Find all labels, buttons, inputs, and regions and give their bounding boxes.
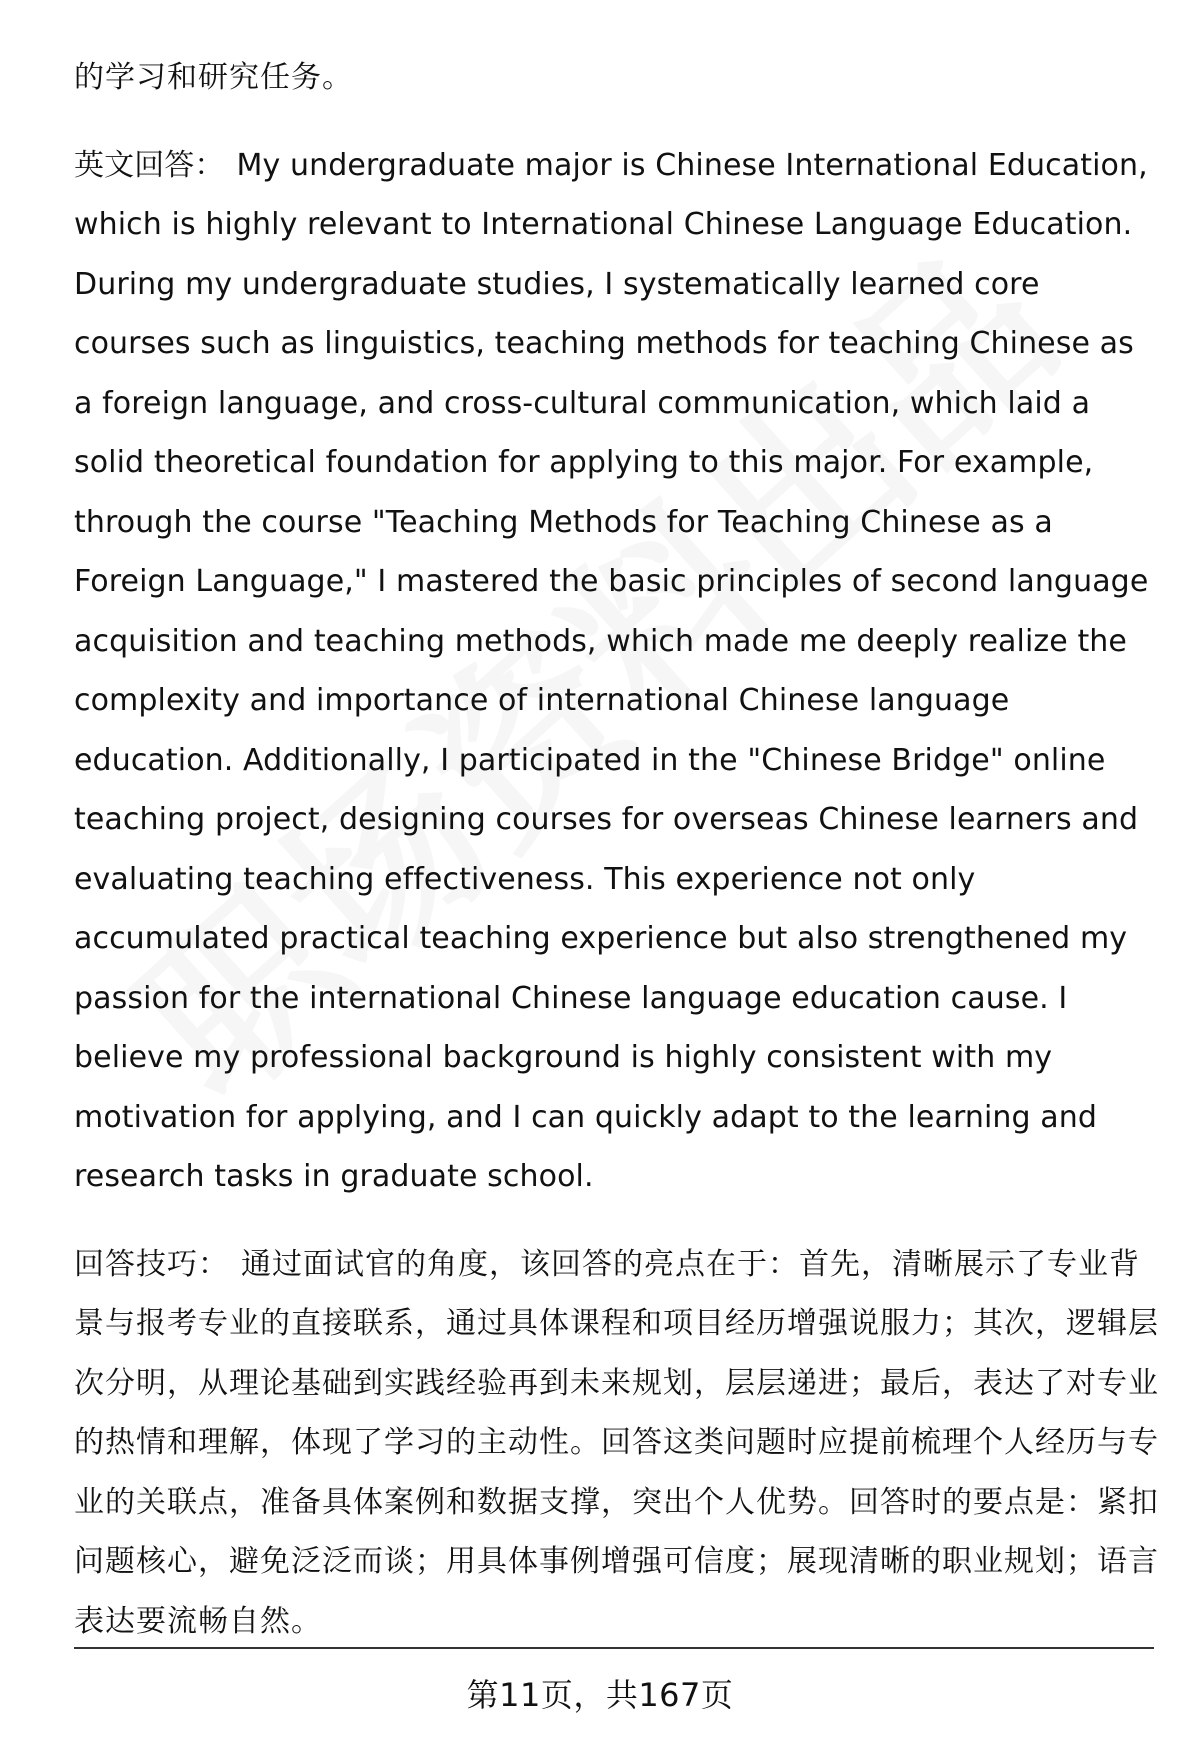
english-answer-label: 英文回答： — [74, 147, 225, 183]
intro-tail-paragraph: 的学习和研究任务。 — [74, 60, 353, 95]
tips-text: 通过面试官的角度，该回答的亮点在于：首先，清晰展示了专业背景与报考专业的直接联系，通过具体课程和项目经历增强说服力；其次，逻辑层次分明，从理论基础到实践经验再到未来规划，层层递进；最后，表达了对专业的热情和理解，体现了学习的主动性。回答这类问题时应提前梳理个人经历与专业的关联点，准备具体案例和数据支撑，突出个人优势。回答时的要点是：紧扣问题核心，避免泛泛而谈；用具体事例增强可信度；展现清晰的职业规划；语言表达要流畅自然。 — [74, 1246, 1159, 1639]
page-content — [74, 48, 1160, 1651]
tips-paragraph — [74, 1235, 1160, 1652]
english-answer-text: My undergraduate major is Chinese International Education, which is highly relevant to International Chinese Language Education. During my undergraduate studies, I systematically learned core courses such as linguistics, teaching methods for teaching Chinese as a foreign language, and cross-cultural communication, which laid a solid theoretical foundation for applying to this major. For example, through the course "Teaching Methods for Teaching Chinese as a Foreign Language," I mastered the basic principles of second language acquisition and teaching methods, which made me deeply realize the complexity and importance of international Chinese language education. Additionally, I participated in the "Chinese Bridge" online teaching project, designing courses for overseas Chinese learners and evaluating teaching effectiveness. This experience not only accumulated practical teaching experience but also strengthened my passion for the international Chinese language education cause. I believe my professional background is highly consistent with my motivation for applying, and I can quickly adapt to the learning and research tasks in graduate school. — [74, 147, 1149, 1194]
page-number: 第11页，共167页 — [466, 1676, 734, 1714]
paragraph-gap — [74, 1207, 1160, 1235]
tips-label: 回答技巧： — [74, 1246, 229, 1282]
footer-divider — [74, 1647, 1154, 1649]
english-answer-paragraph — [74, 136, 1160, 1207]
paragraph-gap — [74, 108, 1160, 136]
